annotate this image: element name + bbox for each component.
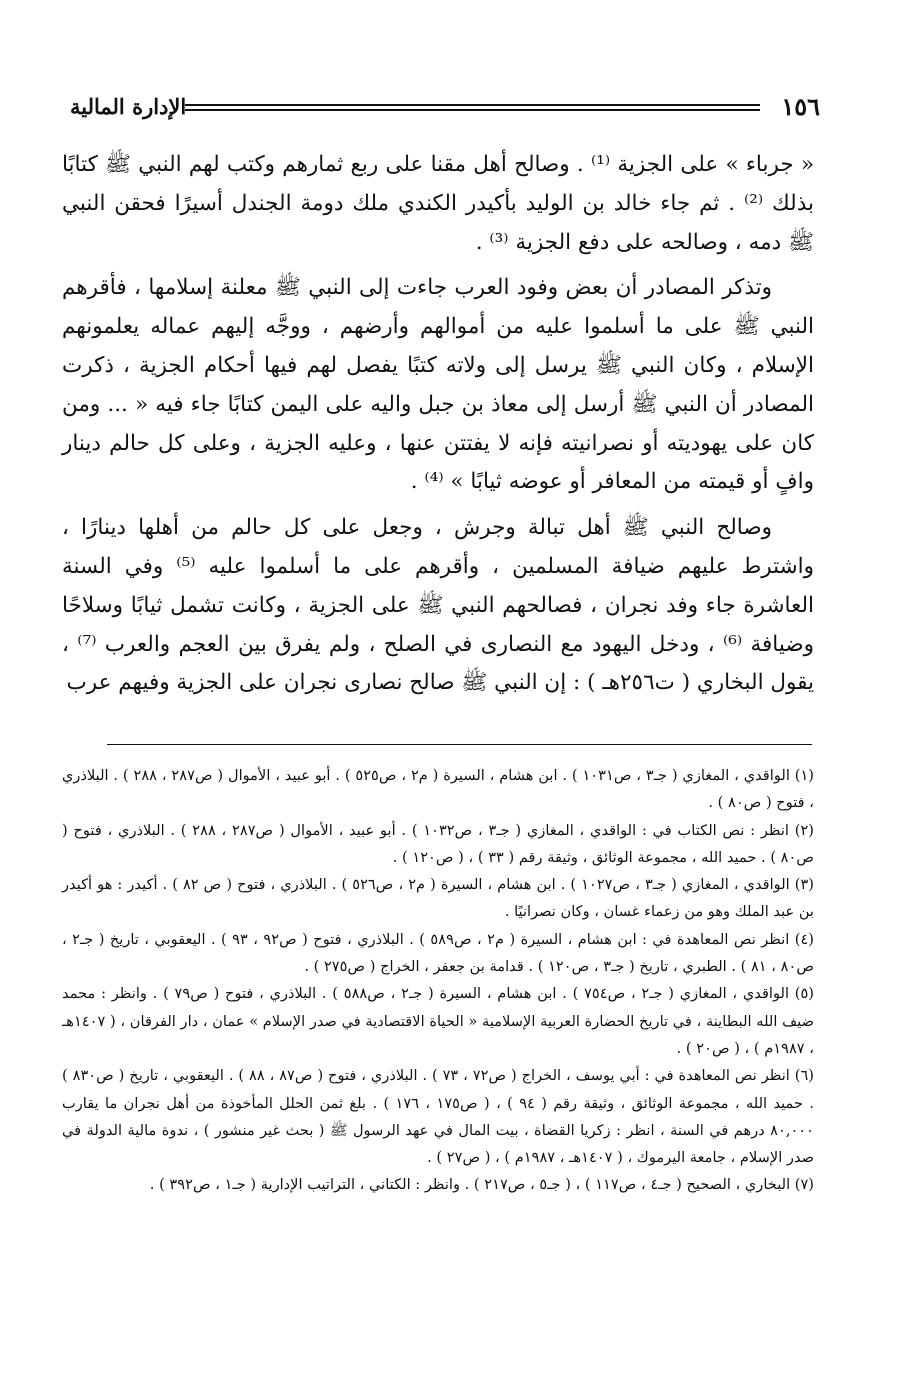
paragraph: « جرباء » على الجزية ⁽¹⁾ . وصالح أهل مقنا على ربع ثمارهم وكتب لهم النبي ﷺ كتابًا بذلك ⁽²⁾ . ثم جاء خالد بن الوليد بأكيدر الكندي ملك دومة الجندل أسيرًا فحقن النبي ﷺ دمه ، وصالحه على دفع الجزية ⁽³⁾ . [62, 152, 814, 255]
paragraph: وتذكر المصادر أن بعض وفود العرب جاءت إلى النبي ﷺ معلنة إسلامها ، فأقرهم النبي ﷺ على ما أسلموا عليه من أموالهم وأرضهم ، ووجَّه إليهم عماله يعلمونهم الإسلام ، وكان النبي ﷺ يرسل إلى ولاته كتبًا يفصل لهم فيها أحكام الجزية ، ذكرت المصادر أن النبي ﷺ أرسل إلى معاذ بن جبل واليه على اليمن كتابًا جاء فيه « ... ومن كان على يهوديته أو نصرانيته فإنه لا يفتتن عنها ، وعليه الجزية ، وعلى كل حالم دينار وافٍ أو قيمته من المعافر أو عوضه ثيابًا » ⁽⁴⁾ . [62, 275, 814, 495]
main-text [62, 146, 814, 710]
header-rule [185, 104, 760, 111]
footnotes [62, 762, 814, 1199]
footnote: (٣) الواقدي ، المغازي ( جـ٣ ، ص١٠٢٧ ) . ابن هشام ، السيرة ( م٢ ، ص٥٢٦ ) . البلاذري ، فتوح ( ص ٨٢ ) . أكيدر : هو أكيدر بن عبد الملك وهو من زعماء غسان ، وكان نصرانيًا . [62, 876, 814, 921]
footnote: (٢) انظر : نص الكتاب في : الواقدي ، المغازي ( جـ٣ ، ص١٠٣٢ ) . أبو عبيد ، الأموال ( ص٢٨٧ ، ٢٨٨ ) . البلاذري ، فتوح ( ص٨٠ ) . حميد الله ، مجموعة الوثائق ، وثيقة رقم ( ٣٣ ) ، ( ص١٢٠ ) . [62, 821, 814, 866]
footnote: (٥) الواقدي ، المغازي ( جـ٢ ، ص٧٥٤ ) . ابن هشام ، السيرة ( جـ٢ ، ص٥٨٨ ) . البلاذري ، فتوح ( ص٧٩ ) . وانظر : محمد ضيف الله البطاينة ، في تاريخ الحضارة العربية الإسلامية « الحياة الاقتصادية في صدر الإسلام » عمان ، دار الفرقان ، ( ١٤٠٧هـ ، ١٩٨٧م ) ، ( ص٢٠ ) . [62, 985, 814, 1057]
footnote-separator [107, 744, 812, 745]
footnote: (٦) انظر نص المعاهدة في : أبي يوسف ، الخراج ( ص٧٢ ، ٧٣ ) . البلاذري ، فتوح ( ص٨٧ ، ٨٨ ) . اليعقوبي ، تاريخ ( ص٨٣٠ ) . حميد الله ، مجموعة الوثائق ، وثيقة رقم ( ٩٤ ) ، ( ص١٧٥ ، ١٧٦ ) . بلغ ثمن الحلل المأخوذة من أهل نجران ما يقارب ٨٠,٠٠٠ درهم في السنة ، انظر : زكريا القضاة ، بيت المال في عهد الرسول ﷺ ( بحث غير منشور ) ، ندوة مالية الدولة في صدر الإسلام ، جامعة اليرموك ، ( ١٤٠٧هـ ، ١٩٨٧م ) ، ( ص٢٧ ) . [62, 1067, 814, 1167]
running-title: الإدارة المالية [70, 94, 187, 119]
page-header [70, 92, 820, 128]
paragraph: وصالح النبي ﷺ أهل تبالة وجرش ، وجعل على كل حالم من أهلها دينارًا ، واشترط عليهم ضيافة المسلمين ، وأقرهم على ما أسلموا عليه ⁽⁵⁾ وفي السنة العاشرة جاء وفد نجران ، فصالحهم النبي ﷺ على الجزية ، وكانت تشمل ثيابًا وسلاحًا وضيافة ⁽⁶⁾ ، ودخل اليهود مع النصارى في الصلح ، ولم يفرق بين العجم والعرب ⁽⁷⁾ ، يقول البخاري ( ت٢٥٦هـ ) : إن النبي ﷺ صالح نصارى نجران على الجزية وفيهم عرب [62, 515, 815, 696]
page-number: ١٥٦ [781, 92, 820, 121]
footnote: (١) الواقدي ، المغازي ( جـ٣ ، ص١٠٣١ ) . ابن هشام ، السيرة ( م٢ ، ص٥٢٥ ) . أبو عبيد ، الأموال ( ص٢٨٧ ، ٢٨٨ ) . البلاذري ، فتوح ( ص٨٠ ) . [62, 767, 814, 812]
footnote: (٧) البخاري ، الصحيح ( جـ٤ ، ص١١٧ ) ، ( جـ٥ ، ص٢١٧ ) . وانظر : الكتاني ، التراتيب الإدارية ( جـ١ ، ص٣٩٢ ) . [149, 1176, 814, 1194]
footnote: (٤) انظر نص المعاهدة في : ابن هشام ، السيرة ( م٢ ، ص٥٨٩ ) . البلاذري ، فتوح ( ص٩٢ ، ٩٣ ) . اليعقوبي ، تاريخ ( جـ٢ ، ص٨٠ ، ٨١ ) . الطبري ، تاريخ ( جـ٣ ، ص١٢٠ ) . قدامة بن جعفر ، الخراج ( ص٢٧٥ ) . [62, 930, 814, 976]
